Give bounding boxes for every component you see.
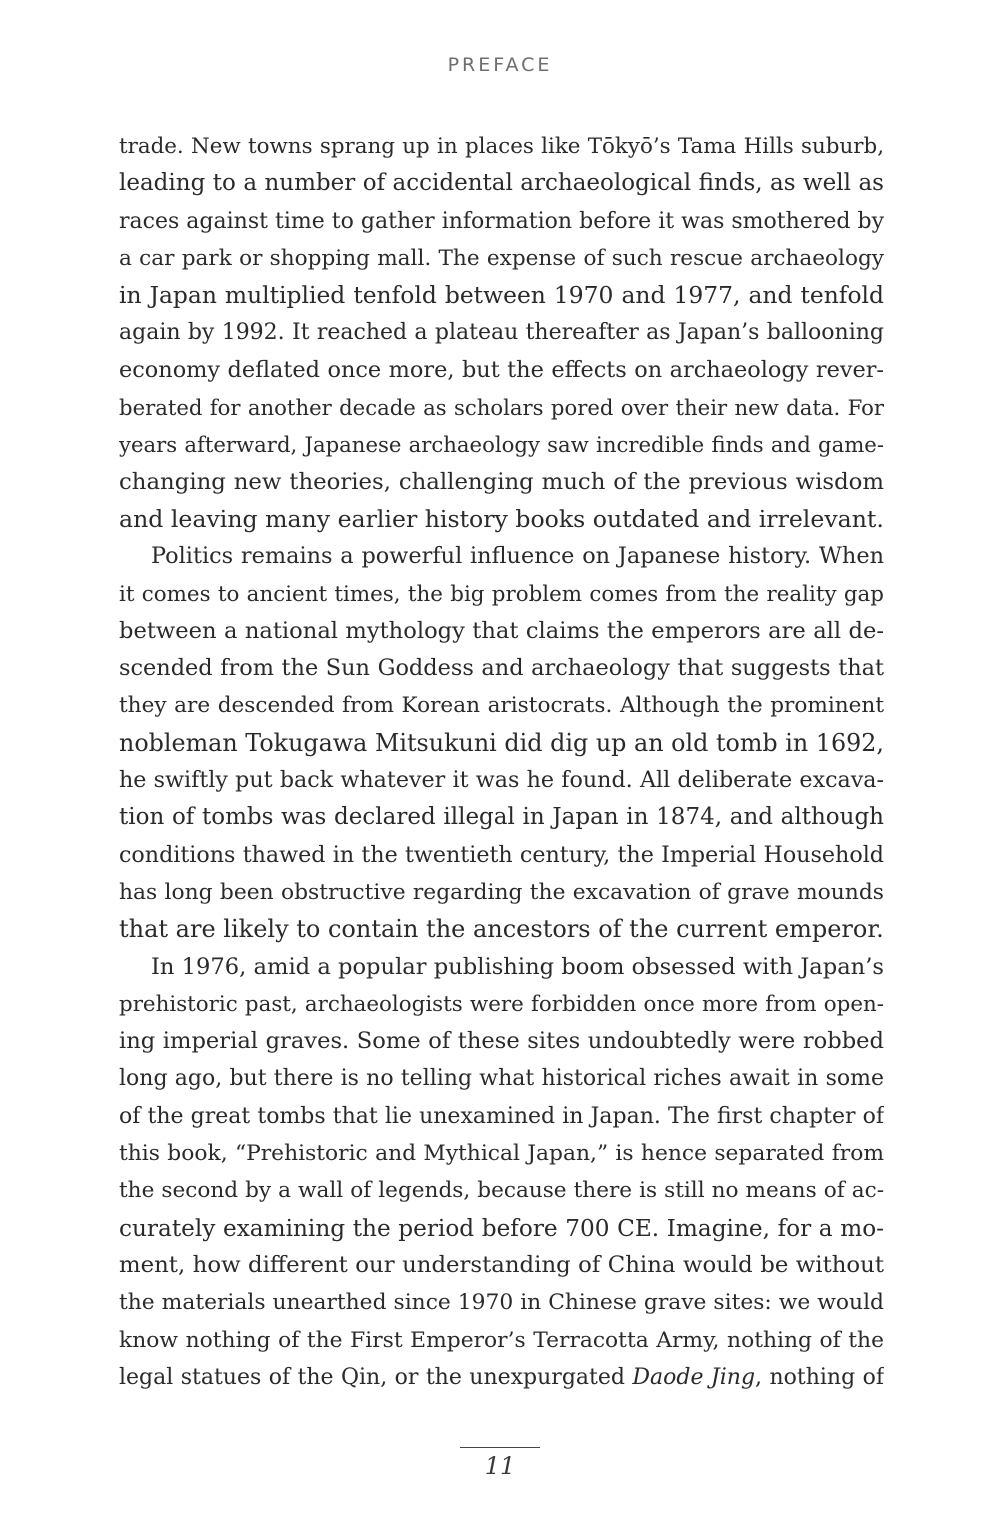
text-line bbox=[119, 1359, 884, 1396]
text-line: know nothing of the First Emperor’s Terracotta Army, nothing of the bbox=[119, 1327, 884, 1353]
text-line: prehistoric past, archaeologists were forbidden once more from open- bbox=[119, 991, 884, 1017]
text-line: leading to a number of accidental archaeological finds, as well as bbox=[119, 170, 884, 197]
text-line: between a national mythology that claims the emperors are all de- bbox=[119, 617, 884, 644]
text-line: and leaving many earlier history books outdated and irrelevant. bbox=[119, 504, 884, 533]
text-line: again by 1992. It reached a plateau thereafter as Japan’s ballooning bbox=[119, 320, 884, 346]
text-line: the second by a wall of legends, because there is still no means of ac- bbox=[119, 1178, 884, 1204]
text-line: races against time to gather information before it was smothered by bbox=[119, 208, 884, 234]
text-line: has long been obstructive regarding the excavation of grave mounds bbox=[119, 879, 884, 905]
text-line: nobleman Tokugawa Mitsukuni did dig up an old tomb in 1692, bbox=[119, 728, 884, 757]
text-line: conditions thawed in the twentieth century, the Imperial Household bbox=[119, 841, 884, 868]
text-line: of the great tombs that lie unexamined in Japan. The first chapter of bbox=[119, 1103, 884, 1129]
page-number: 11 bbox=[484, 1452, 516, 1480]
text-line: ment, how different our understanding of China would be without bbox=[119, 1251, 884, 1278]
text-line: changing new theories, challenging much of the previous wisdom bbox=[119, 468, 884, 495]
text-line: long ago, but there is no telling what historical riches await in some bbox=[119, 1066, 884, 1092]
body-text bbox=[119, 128, 884, 1396]
running-head: PREFACE bbox=[447, 54, 553, 76]
text-line: economy deflated once more, but the effects on archaeology rever- bbox=[119, 356, 884, 383]
folio-rule bbox=[460, 1447, 540, 1448]
text-line: a car park or shopping mall. The expense of such rescue archaeology bbox=[119, 245, 884, 271]
text-line: this book, “Prehistoric and Mythical Japan,” is hence separated from bbox=[119, 1141, 884, 1167]
text-line: trade. New towns sprang up in places like Tōkyō’s Tama Hills suburb, bbox=[119, 134, 884, 159]
paragraph-first-line: Politics remains a powerful influence on Japanese history. When bbox=[151, 543, 884, 570]
text-line: that are likely to contain the ancestors of the current emperor. bbox=[119, 915, 884, 944]
text-line: it comes to ancient times, the big problem comes from the reality gap bbox=[119, 581, 884, 607]
book-title-italic: Daode Jing bbox=[632, 1364, 756, 1390]
text-line: ing imperial graves. Some of these sites undoubtedly were robbed bbox=[119, 1028, 884, 1055]
text-line: in Japan multiplied tenfold between 1970 and 1977, and tenfold bbox=[119, 281, 884, 310]
text-line: berated for another decade as scholars pored over their new data. For bbox=[119, 395, 884, 421]
text-line: scended from the Sun Goddess and archaeology that suggests that bbox=[119, 655, 884, 682]
paragraph-first-line: In 1976, amid a popular publishing boom obsessed with Japan’s bbox=[151, 953, 884, 980]
text-run: legal statues of the Qin, or the unexpurgated bbox=[119, 1364, 633, 1390]
text-line: they are descended from Korean aristocrats. Although the prominent bbox=[119, 693, 884, 719]
text-line: the materials unearthed since 1970 in Chinese grave sites: we would bbox=[119, 1290, 884, 1316]
text-line: he swiftly put back whatever it was he found. All deliberate excava- bbox=[119, 767, 884, 794]
text-run: , nothing of bbox=[755, 1364, 884, 1390]
text-line: curately examining the period before 700 CE. Imagine, for a mo- bbox=[119, 1214, 884, 1242]
text-line: tion of tombs was declared illegal in Japan in 1874, and although bbox=[119, 804, 884, 831]
text-line: years afterward, Japanese archaeology saw incredible finds and game- bbox=[119, 432, 884, 458]
